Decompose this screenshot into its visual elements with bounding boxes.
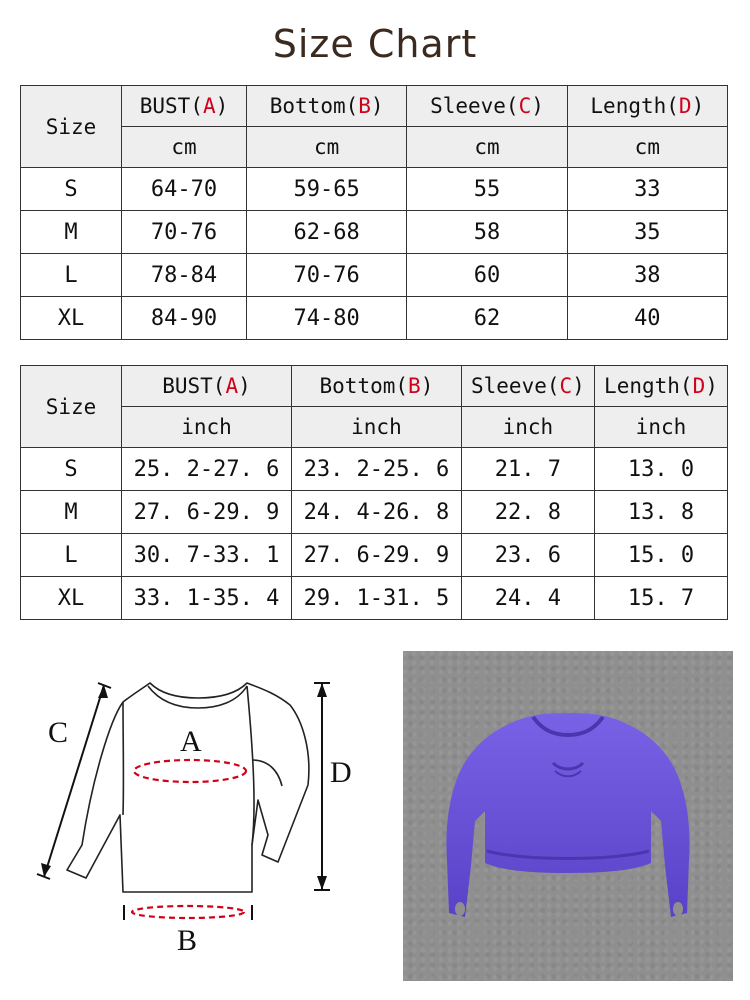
measurement-diagram (20, 650, 380, 990)
header-bust: BUST(A) (122, 86, 247, 127)
header-letter: D (678, 94, 692, 118)
unit-cell: cm (122, 127, 247, 168)
bottom-cell: 62-68 (247, 211, 407, 254)
bottom-cell: 29. 1-31. 5 (291, 577, 461, 620)
bust-cell: 33. 1-35. 4 (122, 577, 292, 620)
header-label: Bottom (319, 374, 396, 398)
bottom-cell: 27. 6-29. 9 (291, 534, 461, 577)
length-arrow (314, 683, 330, 890)
bottom-cell: 74-80 (247, 297, 407, 340)
header-label: Length (590, 94, 667, 118)
size-cell: XL (21, 577, 122, 620)
sleeve-arrow (37, 683, 111, 879)
bust-cell: 78-84 (122, 254, 247, 297)
bust-cell: 64-70 (122, 168, 247, 211)
bust-measure-ellipse (134, 760, 246, 782)
size-table-cm (20, 85, 728, 340)
bottom-cell: 23. 2-25. 6 (291, 448, 461, 491)
shirt-outline (67, 683, 309, 892)
product-photo (403, 651, 733, 981)
unit-cell: cm (567, 127, 727, 168)
table-row (21, 577, 728, 620)
unit-cell: cm (247, 127, 407, 168)
header-length: Length(D) (567, 86, 727, 127)
header-label: Bottom (269, 94, 346, 118)
size-cell: M (21, 211, 122, 254)
size-header: Size (21, 366, 122, 448)
bust-cell: 70-76 (122, 211, 247, 254)
bust-cell: 84-90 (122, 297, 247, 340)
label-b: B (177, 924, 198, 957)
length-cell: 33 (567, 168, 727, 211)
header-label: BUST (162, 374, 213, 398)
unit-cell: cm (407, 127, 567, 168)
length-cell: 15. 7 (594, 577, 727, 620)
unit-cell: inch (122, 407, 292, 448)
unit-cell: inch (461, 407, 594, 448)
bottom-measure-ellipse (132, 906, 244, 918)
length-cell: 35 (567, 211, 727, 254)
header-letter: B (358, 94, 371, 118)
bust-cell: 25. 2-27. 6 (122, 448, 292, 491)
length-cell: 13. 8 (594, 491, 727, 534)
bottom-cell: 24. 4-26. 8 (291, 491, 461, 534)
table-header-row (21, 366, 728, 407)
header-letter: B (408, 374, 421, 398)
table-row (21, 448, 728, 491)
sleeve-cell: 23. 6 (461, 534, 594, 577)
header-letter: C (559, 374, 573, 398)
size-cell: L (21, 254, 122, 297)
length-cell: 40 (567, 297, 727, 340)
size-cell: L (21, 534, 122, 577)
table-row (21, 168, 728, 211)
label-d: D (330, 756, 352, 789)
table-row (21, 297, 728, 340)
length-cell: 13. 0 (594, 448, 727, 491)
label-c: C (48, 716, 69, 749)
sleeve-cell: 60 (407, 254, 567, 297)
sleeve-cell: 22. 8 (461, 491, 594, 534)
label-a: A (180, 725, 202, 758)
header-sleeve: Sleeve(C) (407, 86, 567, 127)
size-cell: S (21, 168, 122, 211)
crop-top-image (403, 651, 733, 981)
bust-cell: 27. 6-29. 9 (122, 491, 292, 534)
length-cell: 15. 0 (594, 534, 727, 577)
bottom-cell: 70-76 (247, 254, 407, 297)
unit-row (21, 127, 728, 168)
sleeve-cell: 55 (407, 168, 567, 211)
header-letter: C (518, 94, 532, 118)
size-cell: M (21, 491, 122, 534)
unit-cell: inch (594, 407, 727, 448)
header-label: BUST (139, 94, 191, 118)
header-label: Length (604, 374, 680, 398)
size-header: Size (21, 86, 122, 168)
sleeve-cell: 24. 4 (461, 577, 594, 620)
header-label: Sleeve (430, 94, 506, 118)
table-row (21, 491, 728, 534)
header-sleeve: Sleeve(C) (461, 366, 594, 407)
sleeve-cell: 62 (407, 297, 567, 340)
unit-cell: inch (291, 407, 461, 448)
header-bust: BUST(A) (122, 366, 292, 407)
header-label: Sleeve (471, 374, 547, 398)
sleeve-cell: 58 (407, 211, 567, 254)
header-letter: A (202, 94, 216, 118)
table-header-row (21, 86, 728, 127)
sleeve-cell: 21. 7 (461, 448, 594, 491)
bottom-cell: 59-65 (247, 168, 407, 211)
table-row (21, 534, 728, 577)
header-letter: D (692, 374, 706, 398)
header-length: Length(D) (594, 366, 727, 407)
length-cell: 38 (567, 254, 727, 297)
header-letter: A (225, 374, 239, 398)
table-row (21, 254, 728, 297)
table-row (21, 211, 728, 254)
bust-cell: 30. 7-33. 1 (122, 534, 292, 577)
unit-row (21, 407, 728, 448)
page-title: Size Chart (272, 22, 478, 66)
header-bottom: Bottom(B) (291, 366, 461, 407)
size-cell: S (21, 448, 122, 491)
size-cell: XL (21, 297, 122, 340)
size-table-inch (20, 365, 728, 620)
header-bottom: Bottom(B) (247, 86, 407, 127)
